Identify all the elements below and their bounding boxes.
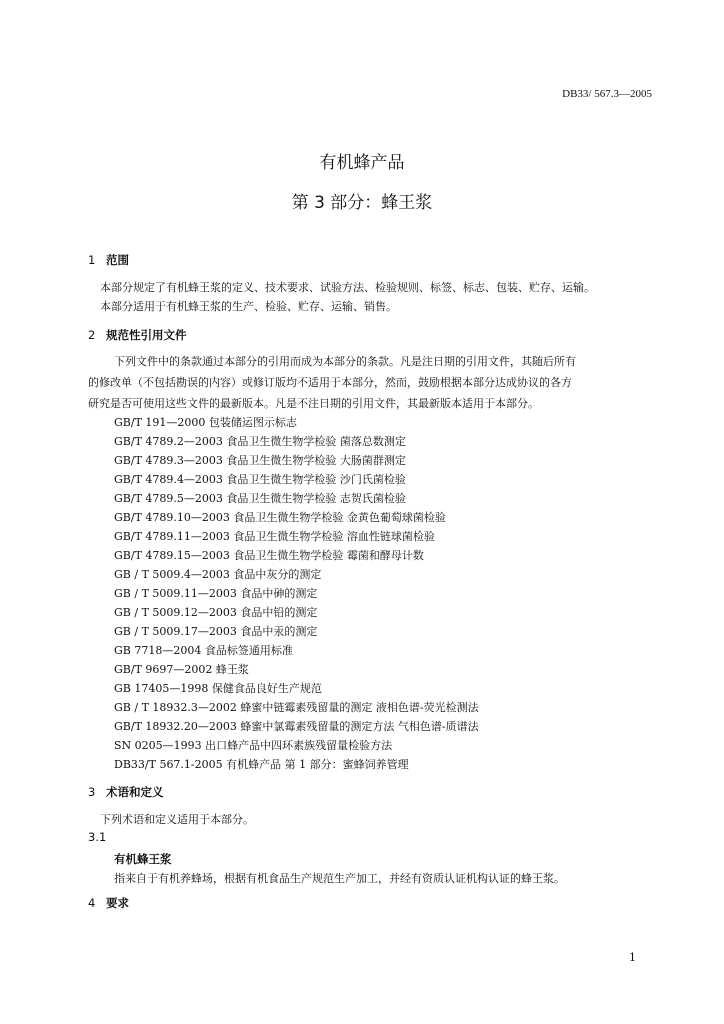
section-title: 术语和定义 <box>106 785 164 799</box>
reference-item: DB33/T 567.1-2005 有机蜂产品 第 1 部分：蜜蜂饲养管理 <box>114 758 409 771</box>
reference-item: GB / T 5009.4—2003 食品中灰分的测定 <box>114 568 322 581</box>
reference-item: GB/T 18932.20—2003 蜂蜜中氯霉素残留量的测定方法 气相色谱-质谱法 <box>114 720 479 733</box>
section-number: 2 <box>88 328 96 342</box>
paragraph: 下列术语和定义适用于本部分。 <box>100 813 254 826</box>
document-subtitle: 第 3 部分：蜂王浆 <box>291 193 433 213</box>
subsection-number: 3.1 <box>88 830 107 844</box>
paragraph-line: 研究是否可使用这些文件的最新版本。凡是不注日期的引用文件，其最新版本适用于本部分。 <box>88 397 539 410</box>
section-number: 1 <box>88 253 96 267</box>
reference-item: SN 0205—1993 出口蜂产品中四环素族残留量检验方法 <box>114 739 393 752</box>
section-title: 规范性引用文件 <box>106 328 187 342</box>
reference-item: GB/T 4789.10—2003 食品卫生微生物学检验 金黄色葡萄球菌检验 <box>114 511 446 524</box>
paragraph-line: 下列文件中的条款通过本部分的引用而成为本部分的条款。凡是注日期的引用文件，其随后所有 <box>114 355 576 368</box>
section-heading-scope <box>88 252 129 268</box>
reference-item: GB/T 4789.4—2003 食品卫生微生物学检验 沙门氏菌检验 <box>114 473 406 486</box>
reference-item: GB/T 191—2000 包装储运图示标志 <box>114 416 297 429</box>
section-title: 要求 <box>106 896 129 910</box>
section-number: 4 <box>88 896 96 910</box>
term-definition: 指来自于有机养蜂场，根据有机食品生产规范生产加工，并经有资质认证机构认证的蜂王浆。 <box>114 872 565 885</box>
reference-item: GB/T 4789.5—2003 食品卫生微生物学检验 志贺氏菌检验 <box>114 492 406 505</box>
section-title: 范围 <box>106 253 129 267</box>
reference-item: GB / T 18932.3—2002 蜂蜜中链霉素残留量的测定 液相色谱-荧光检测法 <box>114 701 479 714</box>
reference-item: GB/T 4789.15—2003 食品卫生微生物学检验 霉菌和酵母计数 <box>114 549 424 562</box>
document-code: DB33/ 567.3—2005 <box>562 88 652 100</box>
section-heading-requirements <box>88 895 129 911</box>
section-number: 3 <box>88 785 96 799</box>
paragraph-line: 的修改单（不包括勘误的内容）或修订版均不适用于本部分，然而，鼓励根据本部分达成协议的各方 <box>88 376 572 389</box>
page-number: 1 <box>629 951 636 964</box>
reference-item: GB / T 5009.17—2003 食品中汞的测定 <box>114 625 318 638</box>
reference-item: GB 7718—2004 食品标签通用标准 <box>114 644 293 657</box>
term-name: 有机蜂王浆 <box>114 852 172 866</box>
paragraph: 本部分规定了有机蜂王浆的定义、技术要求、试验方法、检验规则、标签、标志、包装、贮存、运输。 <box>100 281 595 294</box>
paragraph: 本部分适用于有机蜂王浆的生产、检验、贮存、运输、销售。 <box>100 300 397 313</box>
reference-item: GB/T 4789.11—2003 食品卫生微生物学检验 溶血性链球菌检验 <box>114 530 435 543</box>
reference-item: GB / T 5009.12—2003 食品中铅的测定 <box>114 606 318 619</box>
reference-item: GB / T 5009.11—2003 食品中砷的测定 <box>114 587 318 600</box>
section-heading-terms <box>88 784 164 800</box>
reference-item: GB/T 4789.3—2003 食品卫生微生物学检验 大肠菌群测定 <box>114 454 406 467</box>
reference-item: GB/T 4789.2—2003 食品卫生微生物学检验 菌落总数测定 <box>114 435 406 448</box>
section-heading-normative-references <box>88 327 187 343</box>
reference-item: GB/T 9697—2002 蜂王浆 <box>114 663 249 676</box>
document-title: 有机蜂产品 <box>319 153 405 173</box>
reference-item: GB 17405—1998 保健食品良好生产规范 <box>114 682 322 695</box>
